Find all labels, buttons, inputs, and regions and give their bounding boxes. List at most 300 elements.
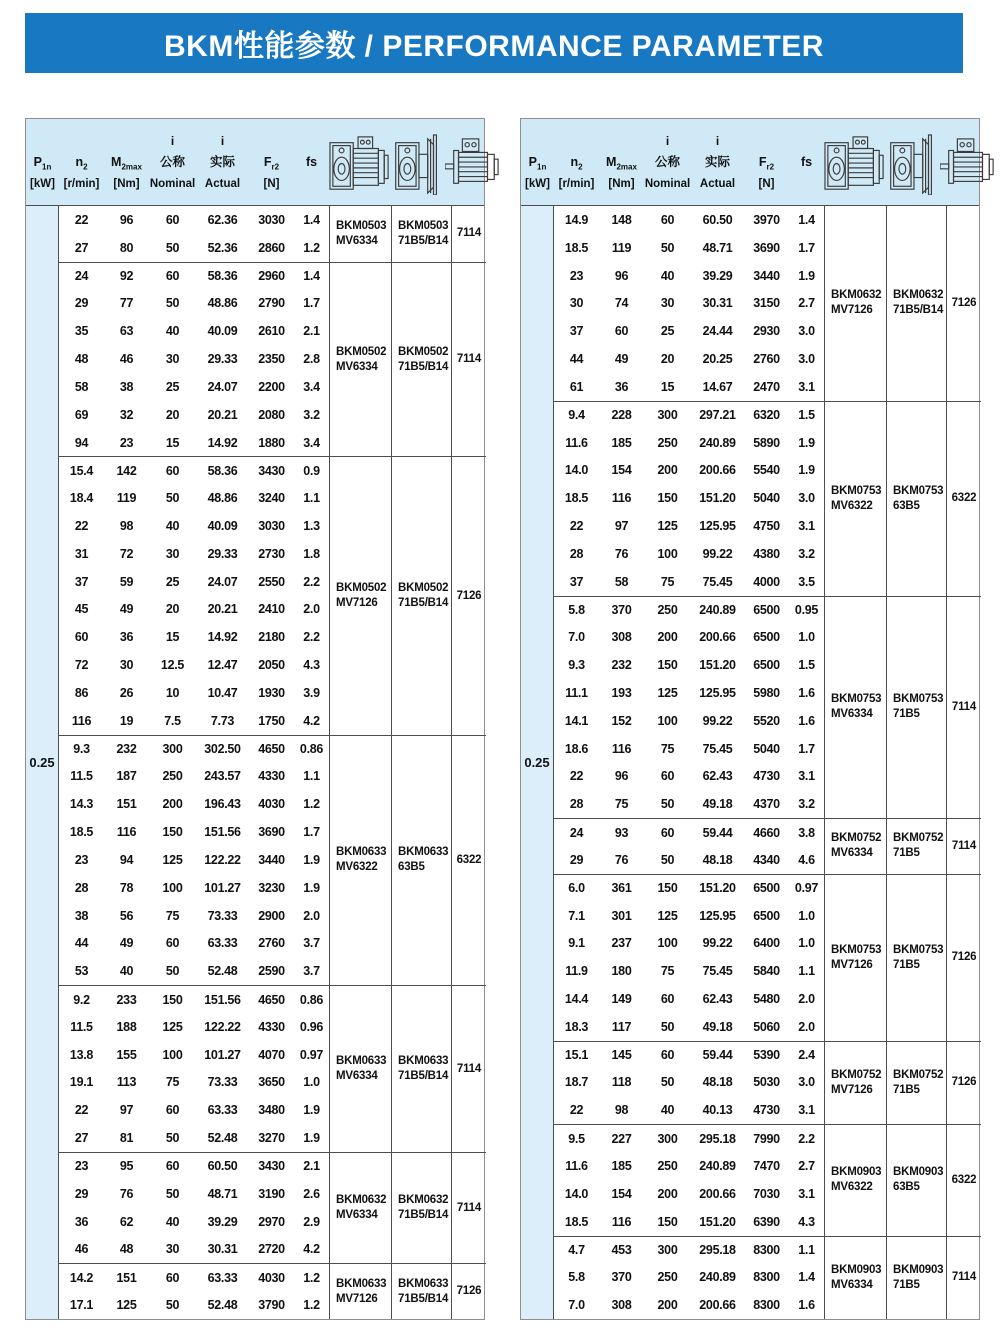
motor-type-cell	[946, 1236, 981, 1319]
m2max-value: 48	[119, 1242, 134, 1257]
m2max-value: 361	[599, 874, 644, 902]
fs-value: 1.9	[303, 880, 320, 895]
model-line: MV7126	[831, 1083, 873, 1096]
i-nominal-value: 12.5	[160, 658, 185, 673]
fr2-value: 2050	[258, 658, 285, 673]
fr2-value: 2200	[258, 379, 285, 394]
n2-value: 6.0	[554, 874, 599, 902]
i-actual-value: 302.50	[196, 735, 249, 763]
i-actual-value: 200.66	[699, 630, 736, 645]
model-line: MV6322	[831, 1181, 873, 1194]
i-nominal-value: 50	[165, 964, 180, 979]
fr2-value: 2760	[753, 352, 780, 367]
n2-value: 22	[74, 518, 89, 533]
m2max-value: 116	[611, 741, 632, 756]
i-actual-value: 58.36	[196, 456, 249, 484]
motor-type-cell	[946, 596, 981, 819]
gearmotor-model-cell	[824, 401, 886, 596]
fr2-value: 8300	[744, 1236, 789, 1264]
col-header-fs	[294, 119, 329, 205]
m2max-value: 76	[614, 852, 629, 867]
m2max-value: 76	[614, 546, 629, 561]
m2max-value: 117	[611, 1019, 632, 1034]
model-line: BKM0632	[831, 289, 882, 302]
fs-value: 1.2	[294, 1263, 329, 1291]
fs-value: 1.2	[303, 797, 320, 812]
m2max-value: 23	[119, 435, 134, 450]
header-unit: [Nm]	[113, 177, 140, 190]
m2max-value: 113	[116, 1075, 137, 1090]
model-line: 7126	[951, 1076, 977, 1089]
i-actual-value: 39.29	[207, 1214, 238, 1229]
i-nominal-value: 40	[165, 1214, 180, 1229]
header-symbol: $M_{2max}$	[606, 154, 637, 171]
n2-value: 22	[569, 1103, 584, 1118]
m2max-value: 155	[116, 1047, 137, 1062]
motor-type-cell	[946, 401, 981, 596]
i-actual-value: 48.86	[207, 491, 238, 506]
i-actual-value: 99.22	[702, 713, 733, 728]
fs-value: 2.9	[303, 1214, 320, 1229]
n2-value: 14.0	[564, 463, 589, 478]
model-line: BKM0753	[893, 484, 944, 497]
header-unit: [N]	[263, 177, 280, 190]
model-line: 71B5/B14	[398, 1292, 449, 1305]
model-line: BKM0633	[336, 1277, 387, 1290]
motor-type-cell	[451, 206, 486, 262]
motor-type-cell	[451, 985, 486, 1152]
i-actual-value: 40.13	[702, 1103, 733, 1118]
flange-model-cell	[886, 1236, 946, 1319]
fr2-value: 6390	[753, 1214, 780, 1229]
m2max-value: 237	[611, 936, 632, 951]
i-actual-value: 40.09	[207, 518, 238, 533]
model-line: BKM0633	[398, 1055, 449, 1068]
fs-value: 2.2	[789, 1124, 824, 1152]
fr2-value: 4380	[753, 546, 780, 561]
i-actual-value: 151.20	[699, 658, 736, 673]
fs-value: 3.5	[798, 574, 815, 589]
model-line: MV6322	[831, 499, 873, 512]
flange-model-cell	[391, 1263, 451, 1319]
n2-value: 28	[569, 797, 584, 812]
i-nominal-value: 75	[165, 908, 180, 923]
i-actual-value: 14.92	[207, 435, 238, 450]
m2max-value: 97	[614, 518, 629, 533]
motor-type-cell	[946, 818, 981, 874]
fs-value: 1.9	[798, 268, 815, 283]
i-actual-value: 60.50	[702, 212, 733, 227]
fr2-value: 2760	[258, 936, 285, 951]
i-nominal-value: 250	[657, 1270, 678, 1285]
i-actual-value: 59.44	[691, 818, 744, 846]
gearmotor-model-cell	[329, 206, 391, 262]
model-line: 7126	[456, 1285, 482, 1298]
fr2-value: 3430	[249, 456, 294, 484]
i-actual-value: 75.45	[702, 574, 733, 589]
i-nominal-value: 15	[660, 379, 675, 394]
motor-type-cell	[946, 206, 981, 401]
model-line: BKM0753	[893, 693, 944, 706]
worm-gearbox-flange-icon	[394, 133, 442, 195]
fr2-value: 5390	[744, 1041, 789, 1069]
i-actual-value: 243.57	[204, 769, 241, 784]
fs-value: 1.2	[303, 240, 320, 255]
m2max-value: 49	[119, 602, 134, 617]
fr2-value: 4000	[753, 574, 780, 589]
fr2-value: 2960	[249, 262, 294, 290]
fs-value: 1.9	[303, 1103, 320, 1118]
flange-model-cell	[391, 456, 451, 734]
m2max-value: 26	[119, 685, 134, 700]
n2-value: 86	[74, 685, 89, 700]
col-header-m2max	[104, 119, 149, 205]
fr2-value: 5040	[753, 491, 780, 506]
i-actual-value: 58.36	[196, 262, 249, 290]
model-line: BKM0632	[336, 1194, 387, 1207]
i-nominal-value: 60	[165, 1103, 180, 1118]
i-actual-value: 24.44	[702, 324, 733, 339]
m2max-value: 125	[116, 1298, 137, 1313]
i-actual-value: 240.89	[699, 435, 736, 450]
fr2-value: 5890	[753, 435, 780, 450]
i-actual-value: 151.20	[691, 874, 744, 902]
fr2-value: 2860	[258, 240, 285, 255]
i-actual-value: 99.22	[702, 546, 733, 561]
n2-value: 11.6	[565, 435, 588, 450]
m2max-value: 62	[119, 1214, 134, 1229]
motor-type-cell	[451, 735, 486, 985]
model-line: 7126	[456, 589, 482, 602]
m2max-value: 36	[614, 379, 629, 394]
i-actual-value: 63.33	[196, 1263, 249, 1291]
i-nominal-value: 75	[660, 574, 675, 589]
m2max-value: 46	[119, 352, 134, 367]
n2-value: 31	[74, 546, 89, 561]
i-nominal-value: 60	[660, 212, 675, 227]
fs-value: 1.3	[303, 518, 320, 533]
n2-value: 29	[74, 1186, 89, 1201]
i-actual-value: 20.21	[207, 407, 238, 422]
header-subscript: 2max	[616, 162, 637, 171]
i-nominal-value: 50	[660, 797, 675, 812]
m2max-value: 49	[119, 936, 134, 951]
gearmotor-model-cell	[824, 206, 886, 401]
gearmotor-model-cell	[329, 1263, 391, 1319]
model-line: MV6334	[831, 847, 873, 860]
fr2-value: 4650	[249, 985, 294, 1013]
n2-value: 44	[74, 936, 89, 951]
i-actual-value: 60.50	[196, 1152, 249, 1180]
col-header-i-actual	[196, 119, 249, 205]
m2max-value: 72	[119, 546, 134, 561]
i-nominal-value: 100	[657, 713, 678, 728]
model-line: BKM0502	[336, 345, 387, 358]
i-actual-value: 75.45	[702, 741, 733, 756]
i-nominal-value: 100	[162, 880, 183, 895]
fs-value: 4.2	[303, 1242, 320, 1257]
n2-value: 37	[569, 574, 584, 589]
header-subscript: r2	[271, 162, 280, 171]
i-nominal-value: 60	[149, 1263, 196, 1291]
n2-value: 11.5	[70, 769, 93, 784]
i-nominal-value: 20	[165, 602, 180, 617]
i-nominal-value: 50	[165, 1131, 180, 1146]
n2-value: 19.1	[69, 1075, 94, 1090]
m2max-value: 63	[119, 324, 134, 339]
n2-value: 15.1	[554, 1041, 599, 1069]
m2max-value: 154	[611, 463, 632, 478]
model-line: BKM0503	[398, 219, 449, 232]
fr2-value: 3430	[249, 1152, 294, 1180]
fs-value: 4.3	[798, 1214, 815, 1229]
n2-value: 14.3	[69, 797, 94, 812]
model-line: BKM0502	[336, 582, 387, 595]
i-nominal-value: 125	[657, 685, 678, 700]
fs-value: 1.7	[303, 825, 320, 840]
n2-value: 18.5	[564, 240, 589, 255]
n2-value: 18.5	[69, 825, 94, 840]
model-line: 71B5/B14	[398, 1070, 449, 1083]
n2-value: 14.1	[564, 713, 589, 728]
fr2-value: 4030	[249, 1263, 294, 1291]
fr2-value: 3030	[258, 518, 285, 533]
i-nominal-value: 20	[660, 352, 675, 367]
fr2-value: 2590	[258, 964, 285, 979]
i-actual-value: 10.47	[207, 685, 238, 700]
i-nominal-value: 50	[165, 1298, 180, 1313]
fs-value: 1.4	[303, 212, 320, 227]
flange-model-cell	[391, 262, 451, 457]
i-actual-value: 151.20	[699, 1214, 736, 1229]
flange-model-cell	[886, 206, 946, 401]
n2-value: 11.6	[565, 1158, 588, 1173]
n2-value: 27	[74, 1131, 89, 1146]
model-line: 71B5/B14	[398, 360, 449, 373]
i-actual-value: 295.18	[691, 1236, 744, 1264]
motor-icon	[445, 135, 501, 193]
n2-value: 116	[71, 713, 92, 728]
header-symbol: $n_2$	[570, 154, 583, 171]
i-nominal-value: 50	[660, 1075, 675, 1090]
fs-value: 0.9	[294, 456, 329, 484]
fr2-value: 3690	[753, 240, 780, 255]
m2max-value: 36	[119, 630, 134, 645]
fr2-value: 5480	[753, 992, 780, 1006]
fs-value: 2.6	[303, 1186, 320, 1201]
n2-value: 69	[74, 407, 89, 422]
n2-value: 23	[569, 268, 584, 283]
m2max-value: 116	[611, 491, 632, 506]
model-line: BKM0752	[831, 832, 882, 845]
i-actual-value: 200.66	[699, 1298, 736, 1313]
n2-value: 60	[74, 630, 89, 645]
fr2-value: 1930	[258, 685, 285, 700]
m2max-value: 81	[119, 1131, 134, 1146]
fr2-value: 5540	[753, 463, 780, 478]
m2max-value: 142	[104, 456, 149, 484]
model-line: BKM0753	[831, 484, 882, 497]
i-actual-value: 297.21	[691, 401, 744, 429]
fr2-value: 3230	[258, 880, 285, 895]
fr2-value: 4730	[753, 1103, 780, 1118]
m2max-value: 93	[599, 818, 644, 846]
i-nominal-value: 300	[644, 1236, 691, 1264]
m2max-value: 154	[611, 1186, 632, 1201]
i-actual-value: 73.33	[207, 1075, 238, 1090]
fr2-value: 2930	[753, 324, 780, 339]
i-actual-value: 62.43	[702, 769, 733, 784]
i-actual-value: 196.43	[204, 797, 241, 812]
gearmotor-model-cell	[824, 1041, 886, 1124]
fs-value: 1.7	[798, 240, 815, 255]
flange-model-cell	[886, 818, 946, 874]
model-line: BKM0632	[893, 289, 944, 302]
model-line: BKM0633	[398, 846, 449, 859]
m2max-value: 370	[599, 596, 644, 624]
fr2-value: 2470	[753, 379, 780, 394]
i-actual-value: 75.45	[702, 964, 733, 979]
m2max-value: 193	[611, 685, 632, 700]
i-actual-value: 101.27	[204, 1047, 241, 1062]
model-line: BKM0752	[893, 832, 944, 845]
fs-value: 1.9	[798, 463, 815, 478]
n2-value: 72	[74, 658, 89, 673]
n2-value: 30	[569, 296, 584, 311]
flange-model-cell	[886, 1041, 946, 1124]
n2-value: 5.8	[554, 596, 599, 624]
fr2-value: 3240	[258, 491, 285, 506]
i-actual-value: 49.18	[702, 797, 733, 812]
fs-value: 3.0	[798, 324, 815, 339]
drive-configuration-icons	[329, 119, 501, 205]
n2-value: 35	[74, 324, 89, 339]
model-line: 63B5	[893, 499, 920, 512]
gearmotor-model-cell	[329, 262, 391, 457]
i-actual-value: 62.43	[702, 992, 733, 1006]
i-nominal-value: 200	[657, 630, 678, 645]
i-nominal-value: 25	[660, 324, 675, 339]
i-actual-value: 14.67	[702, 379, 733, 394]
table-body	[26, 206, 484, 1319]
i-nominal-value: 250	[657, 435, 678, 450]
n2-value: 22	[569, 518, 584, 533]
fs-value: 1.0	[798, 908, 815, 923]
n2-value: 9.5	[554, 1124, 599, 1152]
fs-value: 2.1	[303, 324, 320, 339]
model-line: 71B5/B14	[398, 597, 449, 610]
m2max-value: 92	[104, 262, 149, 290]
flange-model-cell	[391, 735, 451, 985]
n2-value: 4.7	[554, 1236, 599, 1264]
m2max-value: 185	[611, 435, 632, 450]
fr2-value: 3650	[258, 1075, 285, 1090]
gearmotor-model-cell	[824, 1236, 886, 1319]
model-line: MV6334	[336, 1209, 378, 1222]
i-nominal-value: 40	[660, 268, 675, 283]
model-line: 7114	[456, 1062, 482, 1075]
i-nominal-value: 30	[165, 352, 180, 367]
i-nominal-value: 250	[644, 596, 691, 624]
fr2-value: 7470	[753, 1158, 780, 1173]
model-line: MV6334	[336, 1070, 378, 1083]
m2max-value: 96	[614, 769, 629, 784]
n2-value: 23	[59, 1152, 104, 1180]
header-symbol: 公称	[654, 154, 680, 169]
model-line: 7126	[951, 296, 977, 309]
i-actual-value: 20.25	[702, 352, 733, 367]
col-header-n2	[59, 119, 104, 205]
model-line: BKM0633	[398, 1277, 449, 1290]
i-nominal-value: 60	[149, 456, 196, 484]
m2max-value: 38	[119, 379, 134, 394]
fs-value: 2.0	[303, 602, 320, 617]
header-i-label: i	[220, 133, 225, 148]
i-actual-value: 125.95	[699, 685, 736, 700]
gearmotor-model-cell	[329, 1152, 391, 1263]
n2-value: 11.9	[565, 964, 588, 979]
flange-model-cell	[886, 874, 946, 1041]
fs-value: 1.8	[303, 546, 320, 561]
fr2-value: 1750	[258, 713, 285, 728]
col-header-fs	[789, 119, 824, 205]
fs-value: 2.4	[789, 1041, 824, 1069]
model-line: 6322	[951, 492, 977, 505]
header-subscript: 2max	[121, 162, 142, 171]
fs-value: 2.0	[303, 908, 320, 923]
m2max-value: 188	[116, 1019, 137, 1034]
i-nominal-value: 40	[660, 1103, 675, 1118]
i-nominal-value: 125	[657, 518, 678, 533]
gearmotor-model-cell	[824, 818, 886, 874]
fr2-value: 4330	[258, 1019, 285, 1034]
i-nominal-value: 150	[149, 985, 196, 1013]
header-unit: Nominal	[644, 177, 691, 190]
fr2-value: 2080	[258, 407, 285, 422]
model-line: MV6334	[831, 708, 873, 721]
fs-value: 3.8	[789, 818, 824, 846]
m2max-value: 148	[611, 212, 632, 227]
i-actual-value: 29.33	[207, 352, 238, 367]
flange-model-cell	[391, 206, 451, 262]
n2-value: 48	[74, 352, 89, 367]
fr2-value: 2180	[258, 630, 285, 645]
fr2-value: 4750	[753, 518, 780, 533]
n2-value: 94	[74, 435, 89, 450]
i-actual-value: 295.18	[691, 1124, 744, 1152]
worm-gearmotor-icon	[329, 133, 391, 195]
fs-value: 2.1	[294, 1152, 329, 1180]
i-actual-value: 62.36	[207, 212, 238, 227]
header-symbol: $n_2$	[75, 154, 88, 171]
m2max-value: 75	[614, 797, 629, 812]
n2-value: 18.3	[564, 1019, 589, 1034]
i-nominal-value: 75	[660, 964, 675, 979]
n2-value: 7.0	[568, 1298, 585, 1313]
i-nominal-value: 50	[165, 240, 180, 255]
m2max-value: 228	[599, 401, 644, 429]
i-actual-value: 7.73	[210, 713, 235, 728]
fr2-value: 8300	[753, 1270, 780, 1285]
n2-value: 9.4	[554, 401, 599, 429]
model-line: BKM0752	[893, 1068, 944, 1081]
i-nominal-value: 125	[162, 1019, 183, 1034]
fs-value: 1.7	[798, 741, 815, 756]
n2-value: 37	[74, 574, 89, 589]
i-nominal-value: 50	[660, 1019, 675, 1034]
i-nominal-value: 60	[165, 936, 180, 951]
flange-model-cell	[886, 1124, 946, 1235]
